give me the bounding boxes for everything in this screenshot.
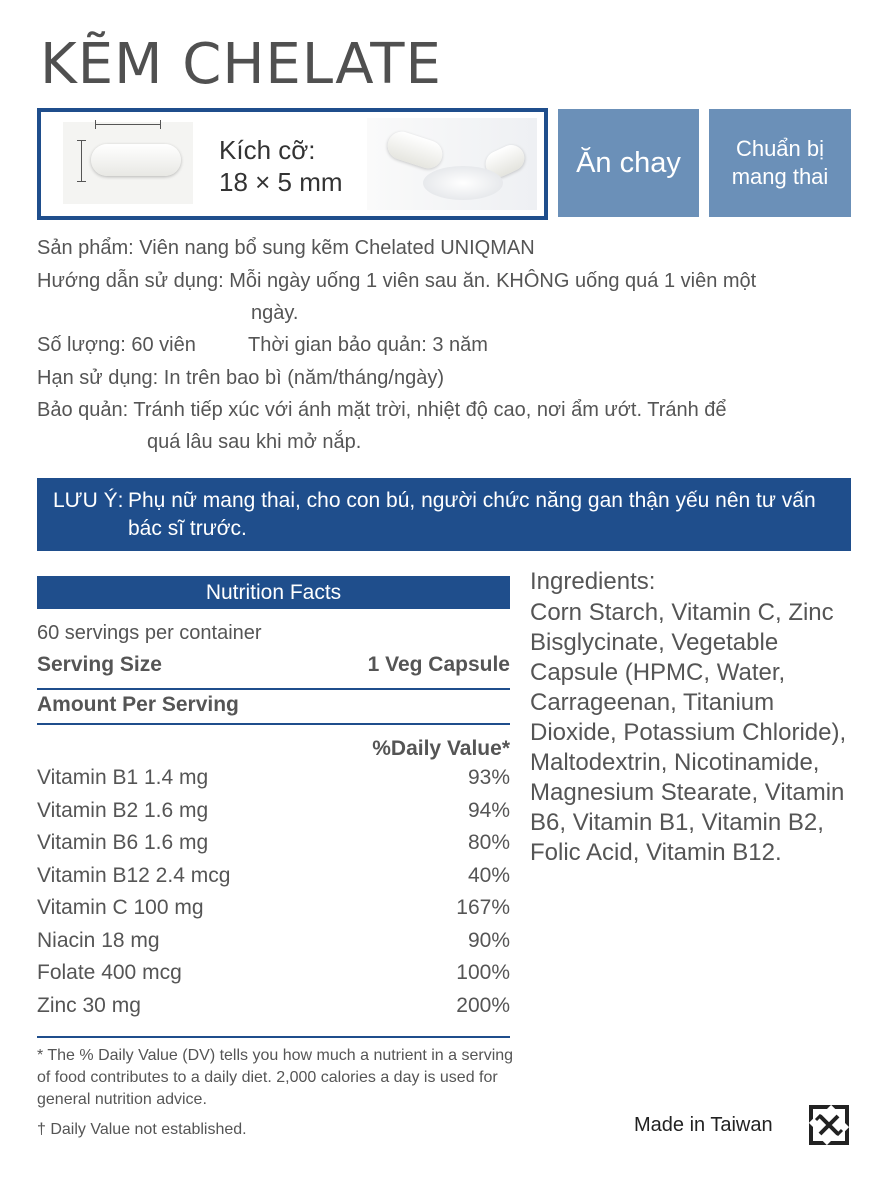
product-title: KẼM CHELATE	[40, 32, 442, 97]
divider	[37, 1036, 510, 1038]
nutrient-row	[37, 799, 510, 831]
nutrient-name: Vitamin B12 2.4 mcg	[37, 863, 231, 887]
storage-line-cont: quá lâu sau khi mở nắp.	[147, 431, 362, 453]
nutrient-row	[37, 929, 510, 961]
size-info	[219, 134, 343, 198]
nutrition-facts-header: Nutrition Facts	[37, 576, 510, 609]
vegetarian-badge: Ăn chay	[558, 109, 699, 217]
serving-size-label: Serving Size	[37, 653, 162, 676]
daily-value-footnote: * The % Daily Value (DV) tells you how much a nutrient in a serving of food contributes to a daily diet. 2,000 calories a day is used for general nutrition advice.	[37, 1047, 514, 1108]
size-label: Kích cỡ:	[219, 135, 316, 165]
nutrient-row	[37, 766, 510, 798]
open-capsule-photo	[367, 118, 537, 210]
size-value: 18 × 5 mm	[219, 167, 343, 197]
nutrient-row	[37, 831, 510, 863]
nutrient-daily-value: 90%	[467, 928, 510, 952]
made-in: Made in Taiwan	[634, 1114, 773, 1136]
usage-line-cont: ngày.	[251, 302, 299, 324]
ingredients-label: Ingredients:	[530, 568, 656, 595]
warning-text: Phụ nữ mang thai, cho con bú, người chức năng gan thận yếu nên tư vấn bác sĩ trước.	[128, 489, 816, 540]
capsule-size-panel	[37, 108, 548, 220]
capsule-half-image	[384, 128, 446, 172]
nutrient-name: Zinc 30 mg	[37, 993, 141, 1017]
storage-line: Bảo quản: Tránh tiếp xúc với ánh mặt trời, nhiệt độ cao, nơi ẩm ướt. Tránh để	[37, 399, 727, 421]
expiry-line: Hạn sử dụng: In trên bao bì (năm/tháng/ngày)	[37, 367, 444, 389]
nutrient-name: Vitamin B2 1.6 mg	[37, 798, 209, 822]
nutrient-name: Niacin 18 mg	[37, 928, 160, 952]
nutrient-daily-value: 167%	[456, 896, 510, 919]
nutrient-daily-value: 40%	[467, 863, 510, 887]
shelf-life-line: Thời gian bảo quản: 3 năm	[248, 334, 488, 356]
capsule-image	[91, 144, 181, 176]
nutrient-name: Vitamin B1 1.4 mg	[37, 766, 209, 789]
nutrient-name: Vitamin B6 1.6 mg	[37, 831, 209, 854]
divider	[37, 688, 510, 690]
recycle-icon	[808, 1104, 850, 1146]
width-dimension-line	[95, 124, 161, 125]
nutrient-daily-value: 93%	[467, 766, 510, 789]
product-line: Sản phẩm: Viên nang bổ sung kẽm Chelated UNIQMAN	[37, 237, 535, 259]
nutrient-row	[37, 864, 510, 896]
nutrient-daily-value: 94%	[467, 798, 510, 822]
amount-per-serving: Amount Per Serving	[37, 693, 239, 716]
nutrient-row	[37, 961, 510, 993]
daily-value-header: %Daily Value*	[372, 737, 510, 760]
height-dimension-line	[81, 140, 82, 182]
divider	[37, 723, 510, 725]
daily-value-not-established: † Daily Value not established.	[37, 1121, 247, 1138]
servings-per-container: 60 servings per container	[37, 622, 262, 644]
capsule-photo	[63, 122, 193, 204]
warning-label: LƯU Ý:	[53, 489, 124, 512]
nutrient-daily-value: 100%	[456, 961, 510, 984]
serving-size-value: 1 Veg Capsule	[367, 653, 510, 676]
nutrient-name: Folate 400 mcg	[37, 961, 182, 984]
ingredients-text: Corn Starch, Vitamin C, Zinc Bisglycinate, Vegetable Capsule (HPMC, Water, Carrageenan, Titanium Dioxide, Potassium Chloride), Maltodextrin, Nicotinamide, Magnesium Stearate, Vitamin B6, Vitamin B1, Vitamin B2, Folic Acid, Vitamin B12.	[530, 599, 847, 866]
nutrient-daily-value: 200%	[456, 993, 510, 1017]
nutrient-row	[37, 896, 510, 928]
nutrient-daily-value: 80%	[467, 831, 510, 854]
powder-image	[423, 166, 503, 200]
nutrient-row	[37, 994, 510, 1026]
quantity-line: Số lượng: 60 viên	[37, 334, 196, 356]
usage-line: Hướng dẫn sử dụng: Mỗi ngày uống 1 viên sau ăn. KHÔNG uống quá 1 viên một	[37, 270, 757, 292]
nutrient-name: Vitamin C 100 mg	[37, 896, 204, 919]
pregnancy-badge: Chuẩn bị mang thai	[709, 109, 851, 217]
warning-note	[37, 478, 851, 551]
